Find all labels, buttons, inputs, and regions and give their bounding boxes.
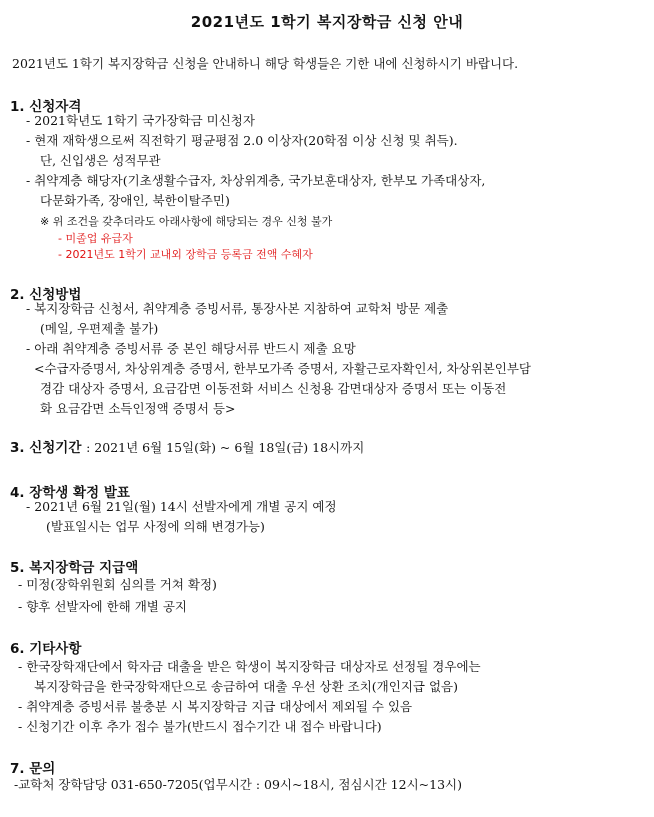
s1-line-4: - 취약계층 해당자(기초생활수급자, 차상위계층, 국가보훈대상자, 한부모 가족대상자,: [26, 173, 486, 188]
s1-line-5: 다문화가족, 장애인, 북한이탈주민): [40, 193, 230, 208]
s1-line-2: - 현재 재학생으로써 직전학기 평균평점 2.0 이상자(20학점 이상 신청 및 취득).: [26, 133, 458, 148]
section-4-heading: 4. 장학생 확정 발표: [10, 485, 130, 501]
s2-line-3: - 아래 취약계층 증빙서류 중 본인 해당서류 반드시 제출 요망: [26, 341, 356, 356]
s2-line-6: 화 요금감면 소득인정액 증명서 등>: [40, 401, 236, 416]
section-7-heading: 7. 문의: [10, 761, 56, 777]
section-3-heading: [10, 436, 364, 456]
s3-period-value: : 2021년 6월 15일(화) ~ 6월 18일(금) 18시까지: [86, 440, 365, 455]
s1-exclusion-2: - 2021년도 1학기 교내외 장학금 등록금 전액 수혜자: [58, 248, 313, 261]
s6-line-4: - 신청기간 이후 추가 접수 불가(반드시 접수기간 내 접수 바랍니다): [18, 719, 382, 734]
s1-exclusion-1: - 미졸업 유급자: [58, 232, 133, 245]
s4-line-1: - 2021년 6월 21일(월) 14시 선발자에게 개별 공지 예정: [26, 499, 337, 514]
s3-heading-label: 3. 신청기간: [10, 440, 82, 456]
s4-line-2: (발표일시는 업무 사정에 의해 변경가능): [46, 519, 265, 534]
s5-line-1: - 미정(장학위원회 심의를 거쳐 확정): [18, 577, 217, 592]
section-6-heading: 6. 기타사항: [10, 641, 82, 657]
section-1-heading: 1. 신청자격: [10, 99, 82, 115]
s1-line-3: 단, 신입생은 성적무관: [40, 153, 161, 168]
s2-line-4: <수급자증명서, 차상위계층 증명서, 한부모가족 증명서, 자활근로자확인서, 차상위본인부담: [34, 361, 531, 376]
s1-line-1: - 2021학년도 1학기 국가장학금 미신청자: [26, 113, 255, 128]
s2-line-1: - 복지장학금 신청서, 취약계층 증빙서류, 통장사본 지참하여 교학처 방문 제출: [26, 301, 449, 316]
s5-line-2: - 향후 선발자에 한해 개별 공지: [18, 599, 187, 614]
s6-line-1: - 한국장학재단에서 학자금 대출을 받은 학생이 복지장학금 대상자로 선정될 경우에는: [18, 659, 481, 674]
intro-text: 2021년도 1학기 복지장학금 신청을 안내하니 해당 학생들은 기한 내에 신청하시기 바랍니다.: [12, 56, 519, 71]
page-title: 2021년도 1학기 복지장학금 신청 안내: [190, 13, 464, 31]
section-5-heading: 5. 복지장학금 지급액: [10, 560, 139, 576]
s6-line-3: - 취약계층 증빙서류 불충분 시 복지장학금 지급 대상에서 제외될 수 있음: [18, 699, 413, 714]
s2-line-5: 경감 대상자 증명서, 요금감면 이동전화 서비스 신청용 감면대상자 증명서 또는 이동전: [40, 381, 507, 396]
section-2-heading: 2. 신청방법: [10, 287, 82, 303]
s6-line-2: 복지장학금을 한국장학재단으로 송금하여 대출 우선 상환 조치(개인지급 없음): [34, 679, 458, 694]
s7-contact-line: -교학처 장학담당 031-650-7205(업무시간 : 09시~18시, 점심시간 12시~13시): [14, 777, 462, 792]
s1-note: ※ 위 조건을 갖추더라도 아래사항에 해당되는 경우 신청 불가: [40, 215, 333, 228]
s2-line-2: (메일, 우편제출 불가): [40, 321, 159, 336]
